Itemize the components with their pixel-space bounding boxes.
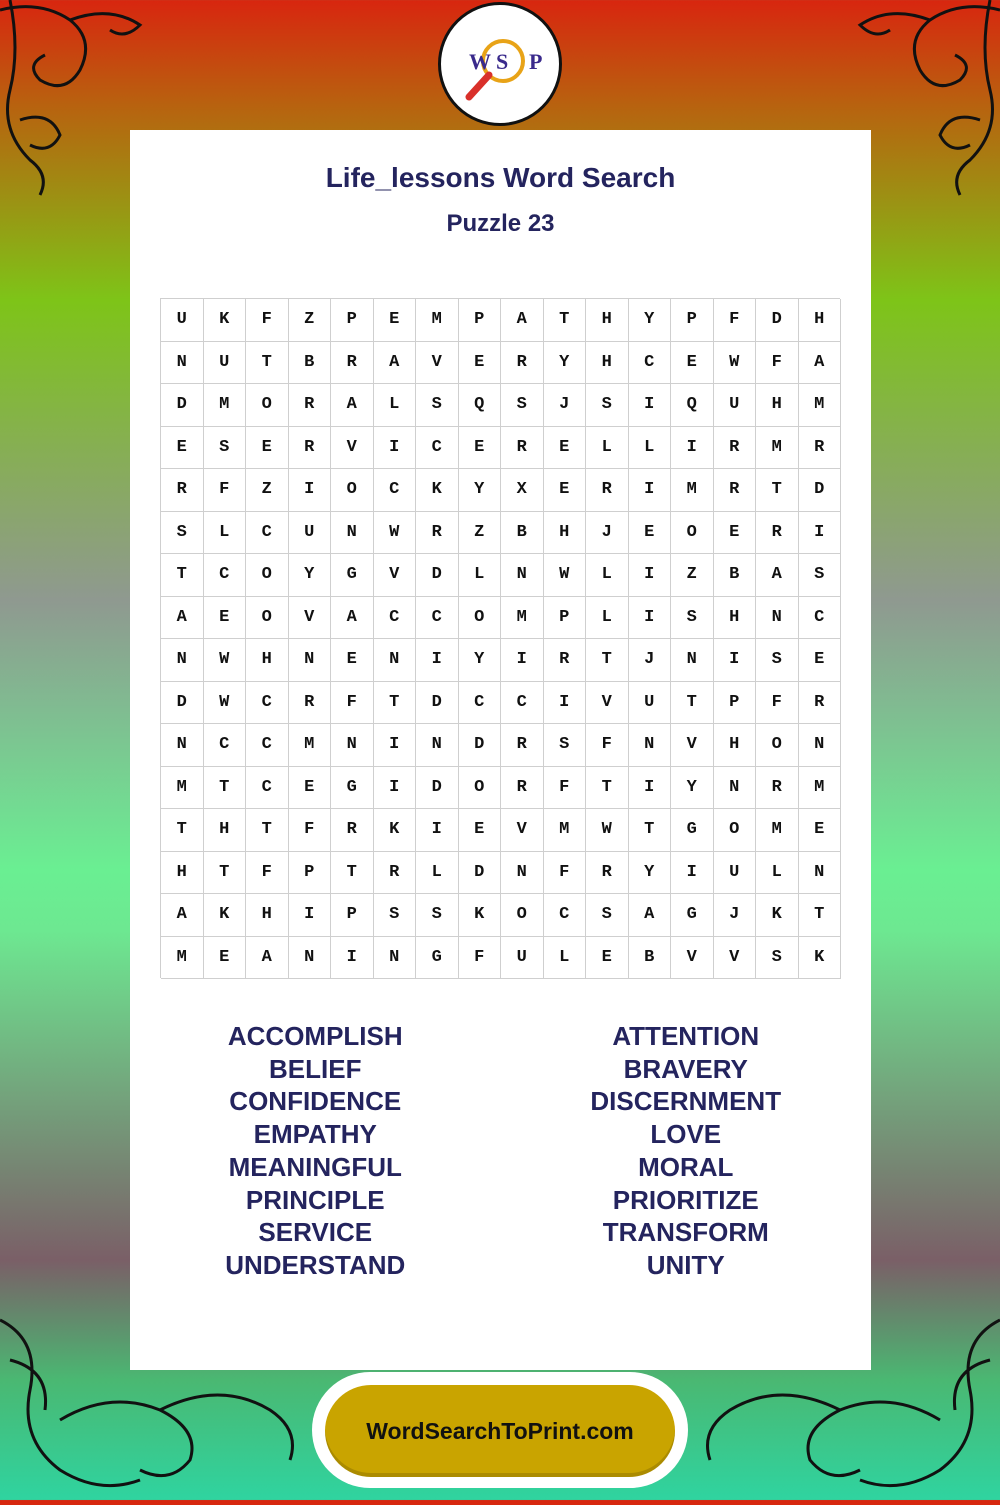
grid-cell[interactable]: V: [374, 554, 417, 597]
logo-letter-w: W: [469, 49, 491, 74]
grid-cell[interactable]: C: [416, 597, 459, 640]
grid-cell[interactable]: S: [756, 639, 799, 682]
grid-cell[interactable]: H: [544, 512, 587, 555]
grid-cell[interactable]: G: [671, 894, 714, 937]
grid-cell[interactable]: U: [714, 852, 757, 895]
grid-cell[interactable]: K: [204, 894, 247, 937]
grid-cell[interactable]: R: [161, 469, 204, 512]
grid-cell[interactable]: B: [629, 937, 672, 980]
grid-cell[interactable]: I: [629, 597, 672, 640]
grid-cell[interactable]: C: [246, 512, 289, 555]
grid-cell[interactable]: R: [501, 724, 544, 767]
grid-cell[interactable]: K: [374, 809, 417, 852]
grid-cell[interactable]: K: [799, 937, 842, 980]
site-logo[interactable]: [438, 2, 562, 126]
grid-cell[interactable]: C: [374, 597, 417, 640]
grid-cell[interactable]: H: [246, 639, 289, 682]
grid-cell[interactable]: E: [331, 639, 374, 682]
grid-cell[interactable]: D: [799, 469, 842, 512]
grid-cell[interactable]: R: [714, 427, 757, 470]
grid-cell[interactable]: R: [501, 342, 544, 385]
grid-cell[interactable]: X: [501, 469, 544, 512]
grid-cell[interactable]: I: [416, 809, 459, 852]
word-list-item: SERVICE: [258, 1217, 373, 1248]
grid-cell[interactable]: F: [459, 937, 502, 980]
grid-cell[interactable]: T: [586, 767, 629, 810]
grid-cell[interactable]: A: [246, 937, 289, 980]
grid-cell[interactable]: N: [331, 512, 374, 555]
grid-cell[interactable]: C: [374, 469, 417, 512]
puzzle-number: Puzzle 23: [446, 210, 555, 237]
grid-cell[interactable]: R: [586, 469, 629, 512]
grid-cell[interactable]: Y: [459, 469, 502, 512]
grid-cell[interactable]: F: [544, 767, 587, 810]
grid-cell[interactable]: W: [204, 682, 247, 725]
grid-cell[interactable]: R: [544, 639, 587, 682]
word-list-item: PRIORITIZE: [612, 1184, 759, 1215]
grid-cell[interactable]: A: [161, 894, 204, 937]
grid-cell[interactable]: M: [501, 597, 544, 640]
grid-cell[interactable]: I: [671, 852, 714, 895]
grid-cell[interactable]: U: [161, 299, 204, 342]
grid-cell[interactable]: A: [799, 342, 842, 385]
grid-cell[interactable]: W: [586, 809, 629, 852]
grid-cell[interactable]: N: [799, 724, 842, 767]
grid-cell[interactable]: E: [799, 639, 842, 682]
grid-cell[interactable]: W: [714, 342, 757, 385]
grid-cell[interactable]: A: [331, 384, 374, 427]
grid-cell[interactable]: I: [501, 639, 544, 682]
grid-cell[interactable]: F: [714, 299, 757, 342]
grid-cell[interactable]: G: [331, 554, 374, 597]
word-list-item: UNITY: [646, 1249, 725, 1280]
word-list-item: DISCERNMENT: [590, 1086, 782, 1117]
grid-cell[interactable]: S: [586, 384, 629, 427]
grid-cell[interactable]: H: [204, 809, 247, 852]
word-list: [130, 1020, 871, 1282]
grid-cell[interactable]: I: [331, 937, 374, 980]
grid-cell[interactable]: D: [459, 852, 502, 895]
word-list-item: TRANSFORM: [602, 1217, 769, 1248]
grid-cell[interactable]: N: [161, 639, 204, 682]
grid-cell[interactable]: R: [799, 427, 842, 470]
grid-cell[interactable]: H: [714, 597, 757, 640]
grid-cell[interactable]: J: [586, 512, 629, 555]
grid-cell[interactable]: U: [629, 682, 672, 725]
grid-cell[interactable]: I: [629, 384, 672, 427]
grid-cell[interactable]: I: [289, 469, 332, 512]
grid-cell[interactable]: I: [629, 469, 672, 512]
grid-cell[interactable]: L: [416, 852, 459, 895]
grid-cell[interactable]: N: [161, 724, 204, 767]
grid-cell[interactable]: F: [289, 809, 332, 852]
grid-cell[interactable]: E: [459, 427, 502, 470]
grid-cell[interactable]: S: [799, 554, 842, 597]
grid-cell[interactable]: M: [671, 469, 714, 512]
grid-cell[interactable]: L: [204, 512, 247, 555]
grid-cell[interactable]: L: [459, 554, 502, 597]
grid-cell[interactable]: I: [799, 512, 842, 555]
word-list-item: MORAL: [638, 1151, 734, 1182]
word-list-item: LOVE: [650, 1119, 722, 1150]
website-link-button[interactable]: WordSearchToPrint.com: [325, 1385, 675, 1477]
grid-cell[interactable]: P: [671, 299, 714, 342]
grid-cell[interactable]: I: [544, 682, 587, 725]
grid-cell[interactable]: Q: [671, 384, 714, 427]
grid-cell[interactable]: L: [756, 852, 799, 895]
grid-cell[interactable]: C: [246, 724, 289, 767]
grid-cell[interactable]: M: [544, 809, 587, 852]
grid-cell[interactable]: Y: [629, 852, 672, 895]
logo-letter-p: P: [529, 49, 543, 74]
grid-cell[interactable]: I: [629, 767, 672, 810]
grid-cell[interactable]: S: [756, 937, 799, 980]
grid-cell[interactable]: D: [161, 384, 204, 427]
grid-cell[interactable]: M: [161, 767, 204, 810]
grid-cell[interactable]: A: [756, 554, 799, 597]
grid-cell[interactable]: K: [459, 894, 502, 937]
grid-cell[interactable]: R: [799, 682, 842, 725]
grid-cell[interactable]: O: [756, 724, 799, 767]
grid-cell[interactable]: T: [756, 469, 799, 512]
magnifier-icon: [445, 9, 555, 119]
grid-cell[interactable]: S: [544, 724, 587, 767]
grid-cell[interactable]: S: [416, 894, 459, 937]
grid-cell[interactable]: N: [289, 937, 332, 980]
grid-cell[interactable]: Z: [289, 299, 332, 342]
grid-cell[interactable]: J: [544, 384, 587, 427]
grid-cell[interactable]: P: [289, 852, 332, 895]
grid-cell[interactable]: K: [204, 299, 247, 342]
grid-cell[interactable]: F: [586, 724, 629, 767]
grid-cell[interactable]: S: [204, 427, 247, 470]
grid-cell[interactable]: M: [416, 299, 459, 342]
grid-cell[interactable]: N: [629, 724, 672, 767]
grid-cell[interactable]: Y: [629, 299, 672, 342]
grid-cell[interactable]: C: [246, 682, 289, 725]
grid-cell[interactable]: T: [671, 682, 714, 725]
grid-cell[interactable]: E: [544, 469, 587, 512]
grid-cell[interactable]: C: [544, 894, 587, 937]
grid-cell[interactable]: R: [289, 384, 332, 427]
grid-cell[interactable]: L: [374, 384, 417, 427]
grid-cell[interactable]: N: [671, 639, 714, 682]
grid-cell[interactable]: V: [501, 809, 544, 852]
grid-cell[interactable]: N: [289, 639, 332, 682]
grid-cell[interactable]: T: [246, 809, 289, 852]
grid-cell[interactable]: E: [586, 937, 629, 980]
grid-cell[interactable]: Y: [289, 554, 332, 597]
grid-cell[interactable]: V: [671, 724, 714, 767]
grid-cell[interactable]: C: [799, 597, 842, 640]
grid-cell[interactable]: F: [246, 852, 289, 895]
grid-cell[interactable]: C: [204, 554, 247, 597]
grid-cell[interactable]: E: [246, 427, 289, 470]
grid-cell[interactable]: H: [799, 299, 842, 342]
grid-cell[interactable]: V: [416, 342, 459, 385]
word-list-item: MEANINGFUL: [228, 1151, 402, 1182]
grid-cell[interactable]: H: [714, 724, 757, 767]
grid-cell[interactable]: T: [374, 682, 417, 725]
grid-cell[interactable]: E: [289, 767, 332, 810]
grid-cell[interactable]: A: [501, 299, 544, 342]
grid-cell[interactable]: B: [714, 554, 757, 597]
grid-cell[interactable]: T: [161, 809, 204, 852]
grid-cell[interactable]: C: [629, 342, 672, 385]
grid-cell[interactable]: U: [289, 512, 332, 555]
grid-cell[interactable]: M: [756, 809, 799, 852]
grid-cell[interactable]: P: [544, 597, 587, 640]
grid-cell[interactable]: H: [246, 894, 289, 937]
grid-cell[interactable]: C: [246, 767, 289, 810]
grid-cell[interactable]: N: [756, 597, 799, 640]
grid-cell[interactable]: D: [161, 682, 204, 725]
grid-cell[interactable]: Y: [671, 767, 714, 810]
grid-cell[interactable]: V: [289, 597, 332, 640]
grid-cell[interactable]: I: [629, 554, 672, 597]
grid-cell[interactable]: T: [544, 299, 587, 342]
word-list-item: BELIEF: [269, 1053, 362, 1084]
grid-cell[interactable]: T: [204, 852, 247, 895]
puzzle-panel: [130, 130, 871, 1370]
grid-cell[interactable]: F: [756, 682, 799, 725]
grid-cell[interactable]: G: [416, 937, 459, 980]
grid-cell[interactable]: I: [671, 427, 714, 470]
grid-cell[interactable]: R: [586, 852, 629, 895]
grid-cell[interactable]: F: [246, 299, 289, 342]
grid-cell[interactable]: U: [501, 937, 544, 980]
grid-cell[interactable]: O: [501, 894, 544, 937]
grid-cell[interactable]: O: [331, 469, 374, 512]
grid-cell[interactable]: L: [629, 427, 672, 470]
grid-cell[interactable]: G: [331, 767, 374, 810]
grid-cell[interactable]: C: [416, 427, 459, 470]
grid-cell[interactable]: D: [756, 299, 799, 342]
grid-cell[interactable]: V: [671, 937, 714, 980]
grid-cell[interactable]: P: [714, 682, 757, 725]
letter-grid: [160, 298, 840, 978]
grid-cell[interactable]: A: [161, 597, 204, 640]
grid-cell[interactable]: N: [501, 852, 544, 895]
grid-cell[interactable]: B: [289, 342, 332, 385]
grid-cell[interactable]: C: [204, 724, 247, 767]
word-list-item: CONFIDENCE: [229, 1086, 402, 1117]
grid-cell[interactable]: T: [629, 809, 672, 852]
grid-cell[interactable]: I: [374, 427, 417, 470]
grid-cell[interactable]: Z: [671, 554, 714, 597]
grid-cell[interactable]: R: [374, 852, 417, 895]
grid-cell[interactable]: S: [501, 384, 544, 427]
grid-cell[interactable]: N: [416, 724, 459, 767]
grid-cell[interactable]: I: [416, 639, 459, 682]
grid-cell[interactable]: H: [161, 852, 204, 895]
grid-cell[interactable]: I: [289, 894, 332, 937]
grid-cell[interactable]: S: [586, 894, 629, 937]
grid-cell[interactable]: O: [459, 767, 502, 810]
grid-cell[interactable]: R: [331, 342, 374, 385]
grid-cell[interactable]: O: [459, 597, 502, 640]
grid-cell[interactable]: R: [289, 682, 332, 725]
grid-cell[interactable]: D: [416, 767, 459, 810]
grid-cell[interactable]: V: [714, 937, 757, 980]
grid-cell[interactable]: R: [501, 427, 544, 470]
grid-cell[interactable]: E: [374, 299, 417, 342]
grid-cell[interactable]: O: [246, 597, 289, 640]
grid-cell[interactable]: Q: [459, 384, 502, 427]
word-list-item: ACCOMPLISH: [227, 1021, 403, 1051]
grid-cell[interactable]: I: [374, 724, 417, 767]
grid-cell[interactable]: P: [331, 299, 374, 342]
grid-cell[interactable]: W: [374, 512, 417, 555]
grid-cell[interactable]: K: [756, 894, 799, 937]
grid-cell[interactable]: P: [331, 894, 374, 937]
grid-cell[interactable]: V: [331, 427, 374, 470]
grid-cell[interactable]: O: [714, 809, 757, 852]
grid-cell[interactable]: R: [501, 767, 544, 810]
grid-cell[interactable]: E: [459, 342, 502, 385]
grid-cell[interactable]: Y: [544, 342, 587, 385]
grid-cell[interactable]: Y: [459, 639, 502, 682]
grid-cell[interactable]: L: [586, 554, 629, 597]
grid-cell[interactable]: J: [714, 894, 757, 937]
grid-cell[interactable]: Z: [459, 512, 502, 555]
grid-cell[interactable]: F: [756, 342, 799, 385]
grid-cell[interactable]: T: [586, 639, 629, 682]
word-list-item: BRAVERY: [623, 1053, 748, 1084]
grid-cell[interactable]: E: [714, 512, 757, 555]
corner-ornament-top-right: [850, 0, 1000, 200]
grid-cell[interactable]: U: [204, 342, 247, 385]
grid-cell[interactable]: H: [586, 342, 629, 385]
word-list-item: UNDERSTAND: [225, 1249, 406, 1280]
grid-cell[interactable]: Z: [246, 469, 289, 512]
word-list-item: ATTENTION: [612, 1021, 760, 1051]
grid-cell[interactable]: A: [629, 894, 672, 937]
grid-cell[interactable]: M: [204, 384, 247, 427]
grid-cell[interactable]: C: [501, 682, 544, 725]
grid-cell[interactable]: I: [714, 639, 757, 682]
word-list-left: [130, 1020, 501, 1282]
grid-cell[interactable]: E: [671, 342, 714, 385]
grid-cell[interactable]: D: [459, 724, 502, 767]
grid-cell[interactable]: M: [799, 767, 842, 810]
grid-cell[interactable]: O: [671, 512, 714, 555]
grid-cell[interactable]: M: [799, 384, 842, 427]
grid-cell[interactable]: G: [671, 809, 714, 852]
grid-cell[interactable]: D: [416, 554, 459, 597]
grid-cell[interactable]: J: [629, 639, 672, 682]
grid-cell[interactable]: I: [374, 767, 417, 810]
grid-cell[interactable]: H: [756, 384, 799, 427]
grid-cell[interactable]: T: [246, 342, 289, 385]
grid-cell[interactable]: C: [459, 682, 502, 725]
grid-cell[interactable]: O: [246, 554, 289, 597]
grid-cell[interactable]: A: [374, 342, 417, 385]
grid-cell[interactable]: N: [374, 639, 417, 682]
grid-cell[interactable]: K: [416, 469, 459, 512]
grid-cell[interactable]: E: [161, 427, 204, 470]
word-list-item: EMPATHY: [253, 1119, 377, 1150]
grid-cell[interactable]: T: [204, 767, 247, 810]
grid-cell[interactable]: H: [586, 299, 629, 342]
grid-cell[interactable]: M: [756, 427, 799, 470]
grid-cell[interactable]: M: [161, 937, 204, 980]
grid-cell[interactable]: T: [331, 852, 374, 895]
grid-cell[interactable]: S: [671, 597, 714, 640]
grid-cell[interactable]: N: [161, 342, 204, 385]
grid-cell[interactable]: U: [714, 384, 757, 427]
grid-cell[interactable]: N: [331, 724, 374, 767]
grid-cell[interactable]: S: [374, 894, 417, 937]
grid-cell[interactable]: R: [756, 767, 799, 810]
word-list-item: PRINCIPLE: [245, 1184, 385, 1215]
grid-cell[interactable]: N: [714, 767, 757, 810]
grid-cell[interactable]: B: [501, 512, 544, 555]
grid-cell[interactable]: D: [416, 682, 459, 725]
grid-cell[interactable]: P: [459, 299, 502, 342]
grid-cell[interactable]: M: [289, 724, 332, 767]
grid-cell[interactable]: E: [459, 809, 502, 852]
grid-cell[interactable]: E: [204, 937, 247, 980]
word-list-right: [501, 1020, 872, 1282]
grid-cell[interactable]: F: [331, 682, 374, 725]
grid-cell[interactable]: N: [374, 937, 417, 980]
grid-cell[interactable]: T: [799, 894, 842, 937]
grid-cell[interactable]: R: [289, 427, 332, 470]
grid-cell[interactable]: W: [544, 554, 587, 597]
grid-cell[interactable]: L: [586, 597, 629, 640]
grid-cell[interactable]: T: [161, 554, 204, 597]
grid-cell[interactable]: R: [416, 512, 459, 555]
grid-cell[interactable]: A: [331, 597, 374, 640]
grid-cell[interactable]: S: [416, 384, 459, 427]
grid-cell[interactable]: E: [799, 809, 842, 852]
grid-cell[interactable]: S: [161, 512, 204, 555]
page-title: Life_lessons Word Search: [325, 162, 676, 193]
grid-cell[interactable]: N: [501, 554, 544, 597]
grid-cell[interactable]: R: [756, 512, 799, 555]
grid-cell[interactable]: R: [331, 809, 374, 852]
grid-cell[interactable]: V: [586, 682, 629, 725]
grid-cell[interactable]: W: [204, 639, 247, 682]
grid-cell[interactable]: L: [586, 427, 629, 470]
logo-letter-s: S: [496, 49, 509, 74]
grid-cell[interactable]: E: [544, 427, 587, 470]
grid-cell[interactable]: L: [544, 937, 587, 980]
grid-cell[interactable]: F: [204, 469, 247, 512]
corner-ornament-top-left: [0, 0, 150, 200]
grid-cell[interactable]: R: [714, 469, 757, 512]
grid-cell[interactable]: E: [629, 512, 672, 555]
grid-cell[interactable]: O: [246, 384, 289, 427]
grid-cell[interactable]: N: [799, 852, 842, 895]
grid-cell[interactable]: E: [204, 597, 247, 640]
grid-cell[interactable]: F: [544, 852, 587, 895]
